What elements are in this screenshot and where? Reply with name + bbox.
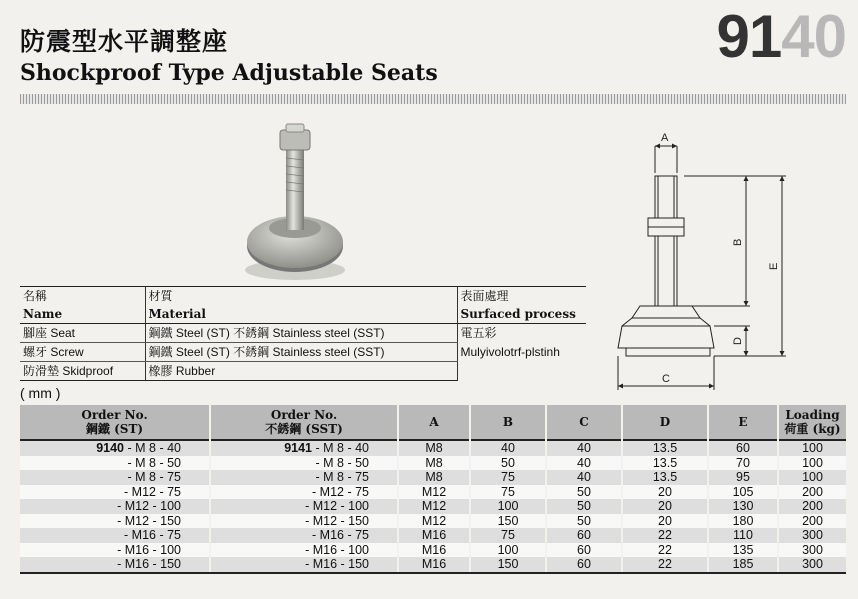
dim-e-cell: 135	[708, 543, 778, 558]
loading-cell: 200	[778, 514, 846, 529]
dim-c-cell: 60	[546, 543, 622, 558]
header-material-en: Material	[145, 305, 457, 324]
dim-a-cell: M12	[398, 514, 470, 529]
header-surface-zh: 表面處理	[457, 287, 586, 306]
dim-a-cell: M12	[398, 485, 470, 500]
table-row	[20, 528, 846, 543]
dim-c-cell: 60	[546, 557, 622, 573]
order-sst-code: - M12 - 75	[312, 484, 369, 499]
order-st-cell	[20, 514, 210, 529]
dim-b-cell: 40	[470, 440, 546, 456]
dim-b-cell: 75	[470, 485, 546, 500]
dim-b-cell: 150	[470, 557, 546, 573]
order-st-cell	[20, 470, 210, 485]
part-name: 防滑墊 Skidproof	[20, 362, 145, 381]
label-a: A	[661, 132, 669, 144]
loading-cell: 300	[778, 528, 846, 543]
model-number-dark: 91	[716, 3, 782, 70]
loading-cell: 200	[778, 485, 846, 500]
dim-c-cell: 50	[546, 514, 622, 529]
label-e: E	[768, 262, 780, 270]
dim-d-cell: 20	[622, 499, 708, 514]
header-name-zh: 名稱	[20, 287, 145, 306]
dim-d-cell: 20	[622, 485, 708, 500]
table-row	[20, 440, 846, 456]
dim-b-cell: 75	[470, 470, 546, 485]
dim-d-cell: 22	[622, 528, 708, 543]
part-name: 腳座 Seat	[20, 324, 145, 343]
dim-d-cell: 13.5	[622, 470, 708, 485]
order-sst-cell	[210, 456, 398, 471]
table-row	[20, 557, 846, 573]
loading-cell: 300	[778, 543, 846, 558]
part-name: 螺牙 Screw	[20, 343, 145, 362]
header-material-zh: 材質	[145, 287, 457, 306]
col-order-sst: Order No. 不銹鋼 (SST)	[210, 405, 398, 440]
table-row	[20, 456, 846, 471]
dim-e-cell: 130	[708, 499, 778, 514]
dim-c-cell: 50	[546, 499, 622, 514]
label-c: C	[662, 373, 670, 385]
order-st-cell	[20, 440, 210, 456]
part-surface: Mulyivolotrf-plstinh	[457, 343, 586, 381]
model-number	[717, 2, 847, 71]
order-sst-code: - M16 - 150	[305, 557, 369, 572]
label-b: B	[732, 238, 744, 246]
dim-e-cell: 95	[708, 470, 778, 485]
table-row	[20, 543, 846, 558]
part-material: 鋼鐵 Steel (ST) 不銹鋼 Stainless steel (SST)	[145, 324, 457, 343]
loading-cell: 200	[778, 499, 846, 514]
title-english: Shockproof Type Adjustable Seats	[20, 60, 438, 86]
dim-e-cell: 180	[708, 514, 778, 529]
loading-cell: 100	[778, 470, 846, 485]
dim-b-cell: 100	[470, 499, 546, 514]
col-order-st: Order No. 鋼鐵 (ST)	[20, 405, 210, 440]
dim-a-cell: M8	[398, 456, 470, 471]
table-row	[20, 499, 846, 514]
loading-cell: 100	[778, 440, 846, 456]
dim-b-cell: 150	[470, 514, 546, 529]
dimension-drawing	[600, 128, 830, 398]
dim-d-cell: 13.5	[622, 456, 708, 471]
dim-d-cell: 13.5	[622, 440, 708, 456]
order-sst-cell	[210, 528, 398, 543]
order-st-code: - M 8 - 75	[127, 470, 181, 485]
order-st-cell	[20, 543, 210, 558]
order-sst-cell	[210, 543, 398, 558]
order-st-prefix: 9140	[96, 441, 125, 456]
title-chinese: 防震型水平調整座	[20, 27, 229, 56]
dim-a-cell: M16	[398, 528, 470, 543]
order-sst-prefix: 9141	[284, 441, 313, 456]
label-d: D	[732, 337, 744, 345]
order-st-code: - M16 - 100	[117, 542, 181, 557]
table-row	[20, 470, 846, 485]
col-e: E	[708, 405, 778, 440]
dim-d-cell: 22	[622, 557, 708, 573]
part-material: 橡膠 Rubber	[145, 362, 457, 381]
order-st-cell	[20, 456, 210, 471]
order-st-code: - M12 - 75	[124, 484, 181, 499]
dim-c-cell: 40	[546, 470, 622, 485]
unit-label: ( mm )	[20, 385, 61, 401]
order-st-code: - M 8 - 40	[127, 441, 181, 456]
dim-a-cell: M16	[398, 557, 470, 573]
dim-e-cell: 60	[708, 440, 778, 456]
order-sst-cell	[210, 557, 398, 573]
order-sst-code: - M12 - 100	[305, 499, 369, 514]
dim-b-cell: 100	[470, 543, 546, 558]
col-d: D	[622, 405, 708, 440]
dim-e-cell: 110	[708, 528, 778, 543]
product-photo	[240, 118, 350, 283]
col-loading: Loading 荷重 (kg)	[778, 405, 846, 440]
dim-a-cell: M16	[398, 543, 470, 558]
dim-a-cell: M8	[398, 440, 470, 456]
material-row	[20, 343, 586, 362]
dim-c-cell: 40	[546, 456, 622, 471]
order-sst-code: - M12 - 150	[305, 513, 369, 528]
order-st-code: - M12 - 100	[117, 499, 181, 514]
order-st-cell	[20, 528, 210, 543]
order-sst-code: - M 8 - 40	[315, 441, 369, 456]
order-sst-code: - M16 - 75	[312, 528, 369, 543]
dim-c-cell: 40	[546, 440, 622, 456]
order-sst-cell	[210, 485, 398, 500]
table-row	[20, 485, 846, 500]
order-st-code: - M 8 - 50	[127, 455, 181, 470]
order-st-cell	[20, 499, 210, 514]
loading-cell: 300	[778, 557, 846, 573]
order-table	[20, 405, 846, 574]
order-sst-code: - M16 - 100	[305, 542, 369, 557]
dim-d-cell: 22	[622, 543, 708, 558]
order-sst-cell	[210, 440, 398, 456]
header-divider	[20, 94, 846, 104]
order-sst-cell	[210, 470, 398, 485]
dim-c-cell: 50	[546, 485, 622, 500]
order-st-cell	[20, 557, 210, 573]
dim-e-cell: 105	[708, 485, 778, 500]
part-surface: 電五彩	[457, 324, 586, 343]
order-st-code: - M16 - 75	[124, 528, 181, 543]
loading-cell: 100	[778, 456, 846, 471]
dim-c-cell: 60	[546, 528, 622, 543]
col-c: C	[546, 405, 622, 440]
col-a: A	[398, 405, 470, 440]
order-st-code: - M12 - 150	[117, 513, 181, 528]
dim-a-cell: M12	[398, 499, 470, 514]
dim-e-cell: 185	[708, 557, 778, 573]
order-sst-code: - M 8 - 50	[315, 455, 369, 470]
model-number-light: 40	[781, 3, 846, 70]
order-st-cell	[20, 485, 210, 500]
header-name-en: Name	[20, 305, 145, 324]
dim-b-cell: 50	[470, 456, 546, 471]
order-sst-code: - M 8 - 75	[315, 470, 369, 485]
part-material: 鋼鐵 Steel (ST) 不銹鋼 Stainless steel (SST)	[145, 343, 457, 362]
material-table	[20, 286, 586, 381]
order-st-code: - M16 - 150	[117, 557, 181, 572]
material-row	[20, 324, 586, 343]
order-sst-cell	[210, 514, 398, 529]
order-sst-cell	[210, 499, 398, 514]
header-surface-en: Surfaced process	[457, 305, 586, 324]
dim-a-cell: M8	[398, 470, 470, 485]
col-b: B	[470, 405, 546, 440]
table-row	[20, 514, 846, 529]
dim-d-cell: 20	[622, 514, 708, 529]
dim-e-cell: 70	[708, 456, 778, 471]
dim-b-cell: 75	[470, 528, 546, 543]
